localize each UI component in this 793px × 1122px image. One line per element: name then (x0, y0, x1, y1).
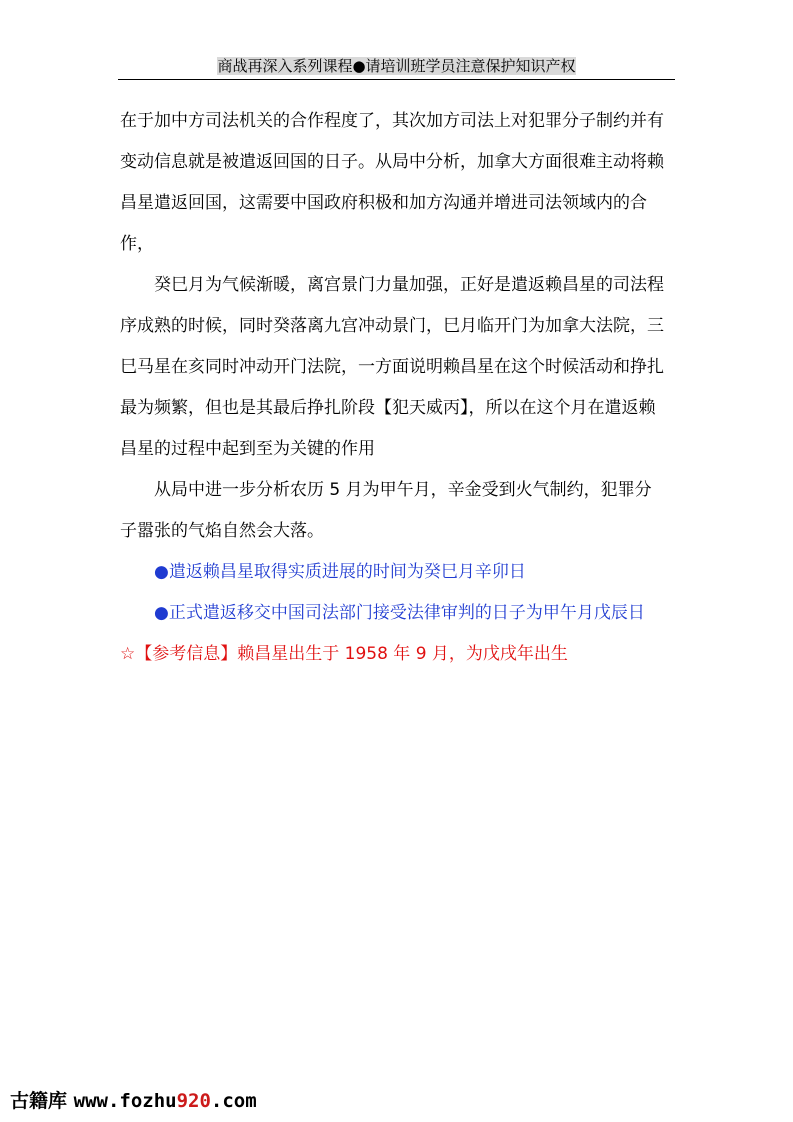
header-text: 商战再深入系列课程●请培训班学员注意保护知识产权 (217, 57, 576, 75)
footer-url-prefix: www.fozhu (73, 1090, 177, 1112)
paragraph-1: 在于加中方司法机关的合作程度了，其次加方司法上对犯罪分子制约并有变动信息就是被遣返回国的日子。从局中分析，加拿大方面很难主动将赖昌星遣返回国，这需要中国政府积极和加方沟通并增进司法领域内的合作， (120, 111, 664, 254)
footer-url-number: 920 (176, 1090, 211, 1112)
footer-url (74, 1090, 257, 1112)
footer-brand: 古籍库 (10, 1090, 68, 1112)
bullet-1: ●遣返赖昌星取得实质进展的时间为癸巳月辛卯日 (154, 562, 526, 582)
paragraph-2: 癸巳月为气候渐暖，离宫景门力量加强，正好是遣返赖昌星的司法程序成熟的时候，同时癸落离九宫冲动景门，巳月临开门为加拿大法院，三巳马星在亥同时冲动开门法院，一方面说明赖昌星在这个时候活动和挣扎最为频繁，但也是其最后挣扎阶段【犯天威丙】，所以在这个月在遣返赖昌星的过程中起到至为关键的作用 (120, 275, 664, 459)
page-header (118, 55, 675, 80)
bullet-2: ●正式遣返移交中国司法部门接受法律审判的日子为甲午月戊辰日 (154, 603, 645, 623)
paragraph-3: 从局中进一步分析农历 5 月为甲午月，辛金受到火气制约，犯罪分子嚣张的气焰自然会大落。 (120, 480, 652, 541)
document-body (120, 101, 665, 675)
footer-watermark (10, 1088, 257, 1114)
footer-url-suffix: .com (210, 1090, 257, 1112)
reference-note: ☆【参考信息】赖昌星出生于 1958 年 9 月，为戊戌年出生 (120, 644, 568, 664)
